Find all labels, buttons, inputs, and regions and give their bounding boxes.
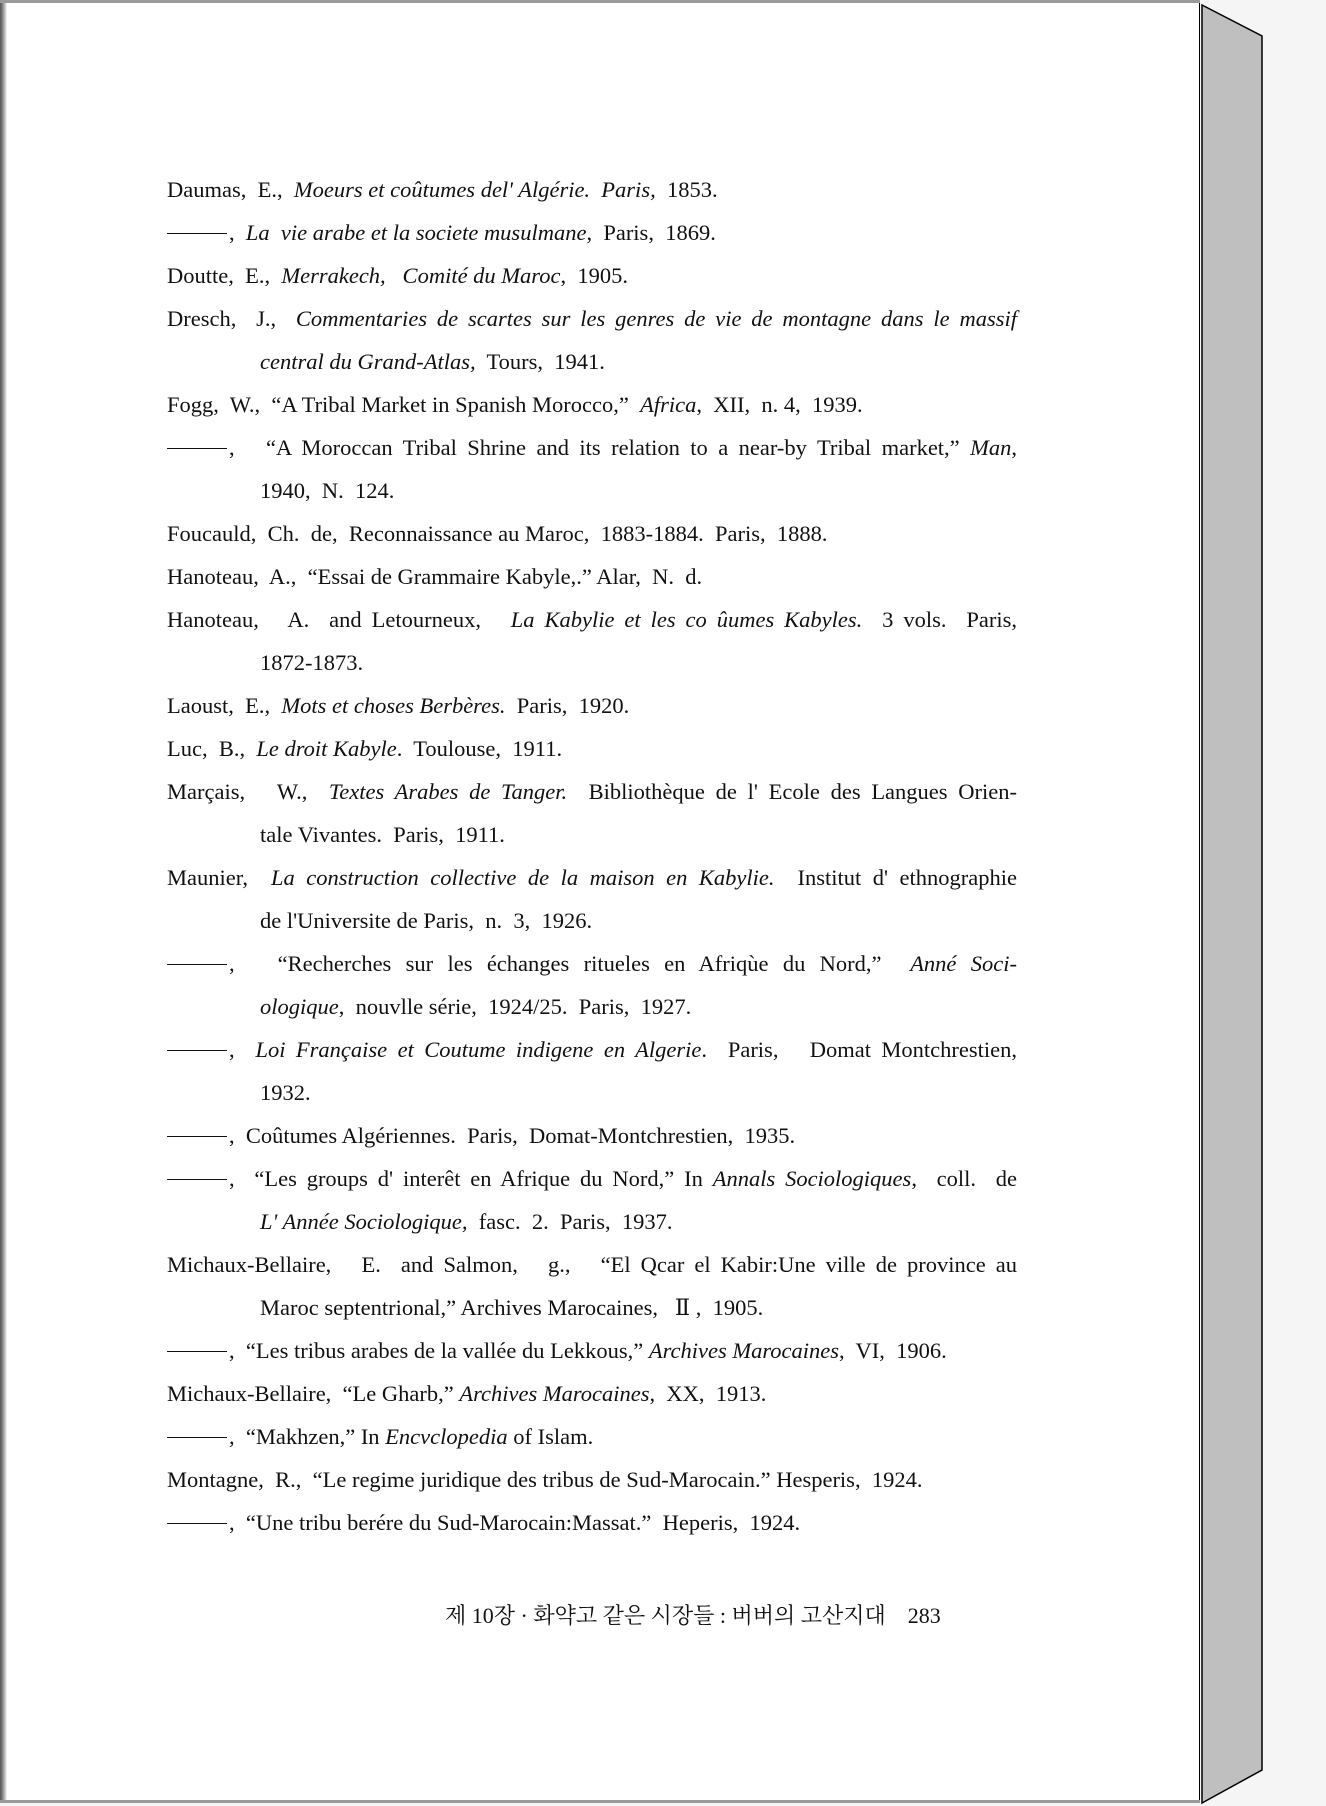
- entry-line: [167, 168, 1017, 211]
- text: , coll. de: [911, 1166, 1017, 1191]
- entry-line: [167, 1501, 1017, 1544]
- text: [235, 220, 246, 245]
- text: , Paris, 1869.: [586, 220, 716, 245]
- entry-line: [167, 1329, 1017, 1372]
- ditto-comma: ,: [229, 1166, 235, 1191]
- text: “A Moroccan Tribal Shrine and its relation to a near-by Tribal market,”: [234, 435, 971, 460]
- ditto-dash: [167, 448, 227, 449]
- text: 1940, N. 124.: [260, 478, 395, 503]
- text: Hanoteau, A., “Essai de Grammaire Kabyle,.” Alar, N. d.: [167, 564, 703, 589]
- text: Marçais, W.,: [167, 779, 329, 804]
- ditto-comma: ,: [229, 435, 235, 460]
- italic-title: Le droit Kabyle: [256, 736, 397, 761]
- italic-title: Anné Soci-: [910, 951, 1017, 976]
- text: Coûtumes Algériennes. Paris, Domat-Montchrestien, 1935.: [234, 1123, 796, 1148]
- text: Luc, B.,: [167, 736, 257, 761]
- bibliography-entry: [167, 555, 1017, 598]
- text: Dresch, J.,: [167, 306, 296, 331]
- bibliography-entry: [167, 598, 1017, 684]
- bibliography-entry: [167, 942, 1017, 1028]
- text: “Recherches sur les échanges ritueles en Afriqùe du Nord,”: [234, 951, 911, 976]
- entry-line: [167, 856, 1017, 899]
- bibliography-entry: [167, 1372, 1017, 1415]
- entry-line: [167, 1243, 1017, 1286]
- text: of Islam.: [507, 1424, 594, 1449]
- bibliography-entry: [167, 297, 1017, 383]
- entry-line: [167, 211, 1017, 254]
- text: Doutte, E.,: [167, 263, 282, 288]
- italic-title: Loi Française et Coutume indigene en Algerie: [255, 1037, 702, 1062]
- ditto-dash: [167, 1136, 227, 1137]
- italic-title: Man: [970, 435, 1012, 460]
- entry-line: [167, 1415, 1017, 1458]
- text: Fogg, W., “A Tribal Market in Spanish Morocco,”: [167, 392, 641, 417]
- text: , 1905.: [560, 263, 628, 288]
- bibliography-entry: [167, 254, 1017, 297]
- ditto-dash: [167, 1179, 227, 1180]
- text: Montagne, R., “Le regime juridique des tribus de Sud-Marocain.” Hesperis, 1924.: [167, 1467, 923, 1492]
- ditto-comma: ,: [229, 1510, 235, 1535]
- text: Foucauld, Ch. de, Reconnaissance au Maroc, 1883-1884. Paris, 1888.: [167, 521, 828, 546]
- entry-continuation-line: [167, 340, 1017, 383]
- ditto-comma: ,: [229, 1338, 235, 1363]
- entry-line: [167, 1157, 1017, 1200]
- bibliography-entry: [167, 770, 1017, 856]
- page-number: 283: [907, 1603, 941, 1628]
- italic-title: Archives Marocaines: [459, 1381, 650, 1406]
- entry-line: [167, 1028, 1017, 1071]
- text: 3 vols. Paris,: [862, 607, 1017, 632]
- ditto-comma: ,: [229, 1123, 235, 1148]
- text: Tours, 1941.: [475, 349, 605, 374]
- italic-title: La vie arabe et la societe musulmane: [245, 220, 587, 245]
- entry-line: [167, 684, 1017, 727]
- text: Bibliothèque de l' Ecole des Langues Orien-: [567, 779, 1018, 804]
- text: . Paris, Domat Montchrestien,: [701, 1037, 1017, 1062]
- ditto-dash: [167, 1523, 227, 1524]
- entry-continuation-line: [167, 1286, 1017, 1329]
- italic-title: Africa: [640, 392, 697, 417]
- italic-title: Encvclopedia: [385, 1424, 508, 1449]
- text: 1872-1873.: [260, 650, 364, 675]
- text: ,: [1011, 435, 1017, 460]
- text: . Toulouse, 1911.: [396, 736, 563, 761]
- entry-continuation-line: [167, 985, 1017, 1028]
- text: tale Vivantes. Paris, 1911.: [260, 822, 505, 847]
- bibliography-list: [167, 168, 1017, 1544]
- ditto-dash: [167, 233, 227, 234]
- italic-title: La construction collective de la maison en Kabylie.: [270, 865, 775, 890]
- text: “Les tribus arabes de la vallée du Lekkous,”: [234, 1338, 649, 1363]
- text: Michaux-Bellaire, E. and Salmon, g., “El Qcar el Kabir:Une ville de province au: [167, 1252, 1017, 1277]
- bibliography-entry: [167, 1243, 1017, 1329]
- bibliography-entry: [167, 684, 1017, 727]
- entry-line: [167, 254, 1017, 297]
- italic-title: Mots et choses Berbères.: [281, 693, 506, 718]
- entry-line: [167, 727, 1017, 770]
- text: Maroc septentrional,” Archives Marocaines, Ⅱ , 1905.: [260, 1295, 764, 1320]
- text: Paris, 1920.: [505, 693, 630, 718]
- entry-line: [167, 426, 1017, 469]
- ditto-comma: ,: [229, 1037, 235, 1062]
- text: 1853.: [655, 177, 718, 202]
- entry-continuation-line: [167, 899, 1017, 942]
- entry-line: [167, 942, 1017, 985]
- bibliography-entry: [167, 1415, 1017, 1458]
- text: Hanoteau, A. and Letourneux,: [167, 607, 511, 632]
- bibliography-entry: [167, 168, 1017, 211]
- entry-line: [167, 1372, 1017, 1415]
- bibliography-entry: [167, 426, 1017, 512]
- italic-title: Archives Marocaines: [648, 1338, 839, 1363]
- bibliography-entry: [167, 1114, 1017, 1157]
- entry-line: [167, 1458, 1017, 1501]
- italic-title: Merrakech, Comité du Maroc: [281, 263, 561, 288]
- ditto-comma: ,: [229, 951, 235, 976]
- entry-line: [167, 598, 1017, 641]
- text: “Les groups d' interêt en Afrique du Nord,” In: [234, 1166, 713, 1191]
- bibliography-entry: [167, 1329, 1017, 1372]
- ditto-dash: [167, 964, 227, 965]
- entry-line: [167, 1114, 1017, 1157]
- entry-continuation-line: [167, 469, 1017, 512]
- bibliography-entry: [167, 1501, 1017, 1544]
- italic-title: Commentaries de scartes sur les genres de vie de montagne dans le massif: [295, 306, 1017, 331]
- bibliography-entry: [167, 211, 1017, 254]
- ditto-comma: ,: [229, 1424, 235, 1449]
- entry-line: [167, 383, 1017, 426]
- entry-continuation-line: [167, 1071, 1017, 1114]
- entry-line: [167, 512, 1017, 555]
- ditto-comma: ,: [229, 220, 235, 245]
- entry-line: [167, 770, 1017, 813]
- bibliography-entry: [167, 1458, 1017, 1501]
- entry-continuation-line: [167, 1200, 1017, 1243]
- text: Laoust, E.,: [167, 693, 282, 718]
- bibliography-entry: [167, 1157, 1017, 1243]
- italic-title: ologique: [260, 994, 339, 1019]
- italic-title: La Kabylie et les co ûumes Kabyles.: [510, 607, 863, 632]
- ditto-dash: [167, 1050, 227, 1051]
- entry-continuation-line: [167, 813, 1017, 856]
- text: , XX, 1913.: [649, 1381, 767, 1406]
- text: , nouvlle série, 1924/25. Paris, 1927.: [338, 994, 692, 1019]
- bibliography-entry: [167, 727, 1017, 770]
- text: “Une tribu berére du Sud-Marocain:Massat.” Heperis, 1924.: [234, 1510, 801, 1535]
- running-head: 제 10장 · 화약고 같은 시장들 : 버버의 고산지대: [445, 1603, 886, 1628]
- text: de l'Universite de Paris, n. 3, 1926.: [260, 908, 593, 933]
- bibliography-entry: [167, 1028, 1017, 1114]
- entry-continuation-line: [167, 641, 1017, 684]
- entry-line: [167, 555, 1017, 598]
- text: Michaux-Bellaire, “Le Gharb,”: [167, 1381, 460, 1406]
- page-footer: [445, 1599, 941, 1630]
- text: [235, 1037, 256, 1062]
- text: “Makhzen,” In: [234, 1424, 386, 1449]
- page-stack-edge: [1199, 0, 1263, 1806]
- italic-title: Textes Arabes de Tanger.: [328, 779, 568, 804]
- text: 1932.: [260, 1080, 311, 1105]
- bibliography-entry: [167, 383, 1017, 426]
- bibliography-entry: [167, 856, 1017, 942]
- text: Institut d' ethnographie: [774, 865, 1017, 890]
- text: Maunier,: [167, 865, 271, 890]
- italic-title: Moeurs et coûtumes del' Algérie. Paris,: [293, 177, 656, 202]
- text: Daumas, E.,: [167, 177, 294, 202]
- italic-title: L' Année Sociologique,: [260, 1209, 468, 1234]
- italic-title: central du Grand-Atlas,: [260, 349, 476, 374]
- text: fasc. 2. Paris, 1937.: [467, 1209, 673, 1234]
- entry-line: [167, 297, 1017, 340]
- italic-title: Annals Sociologiques: [712, 1166, 912, 1191]
- bibliography-entry: [167, 512, 1017, 555]
- book-edge-icon: [1199, 0, 1263, 1806]
- ditto-dash: [167, 1437, 227, 1438]
- text: , XII, n. 4, 1939.: [696, 392, 863, 417]
- ditto-dash: [167, 1351, 227, 1352]
- text: , VI, 1906.: [839, 1338, 947, 1363]
